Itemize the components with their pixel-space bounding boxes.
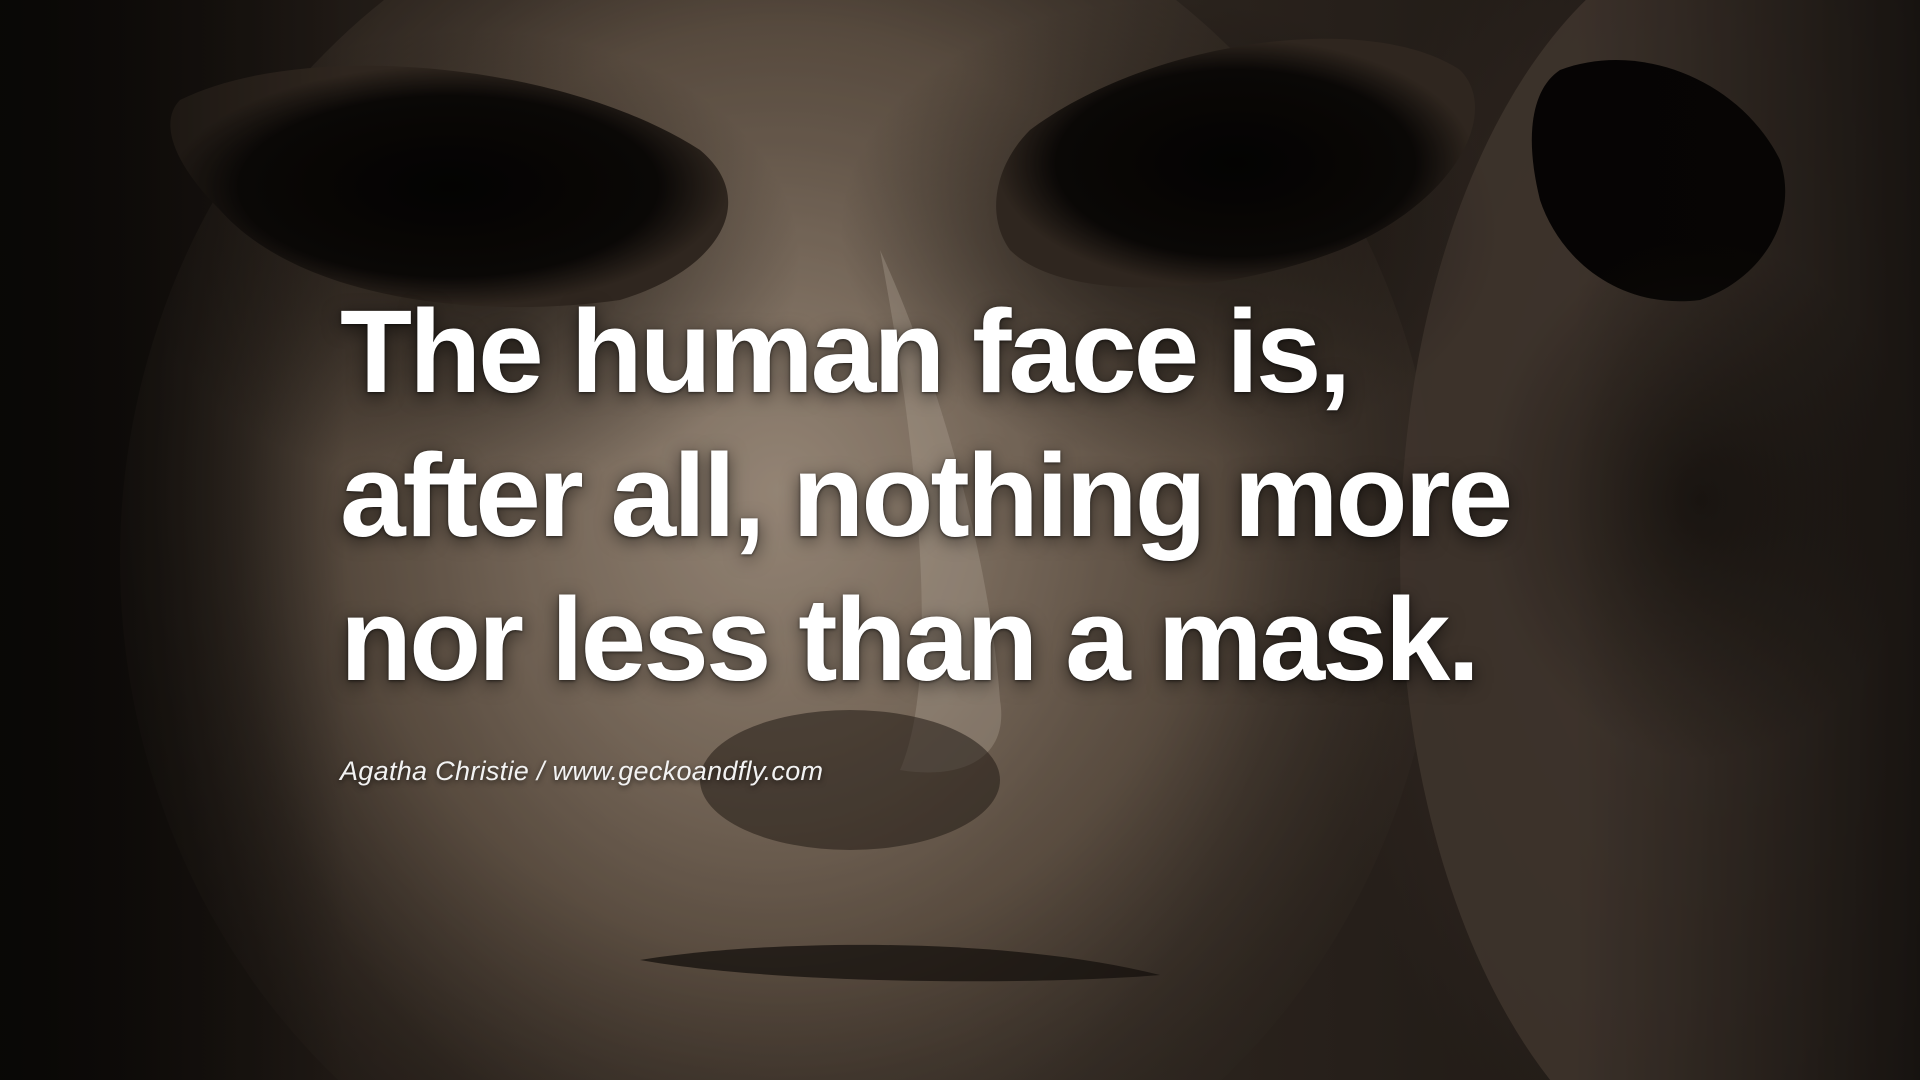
quote-line-3: nor less than a mask.: [340, 574, 1478, 706]
quote-line-1: The human face is,: [340, 286, 1349, 418]
quote-line-2: after all, nothing more: [340, 430, 1511, 562]
quote-text: [340, 280, 1640, 712]
attribution: [340, 756, 1640, 787]
quote-block: [340, 280, 1640, 787]
attribution-separator: /: [529, 756, 553, 786]
attribution-author: Agatha Christie: [340, 756, 530, 786]
attribution-website: www.geckoandfly.com: [552, 756, 824, 786]
